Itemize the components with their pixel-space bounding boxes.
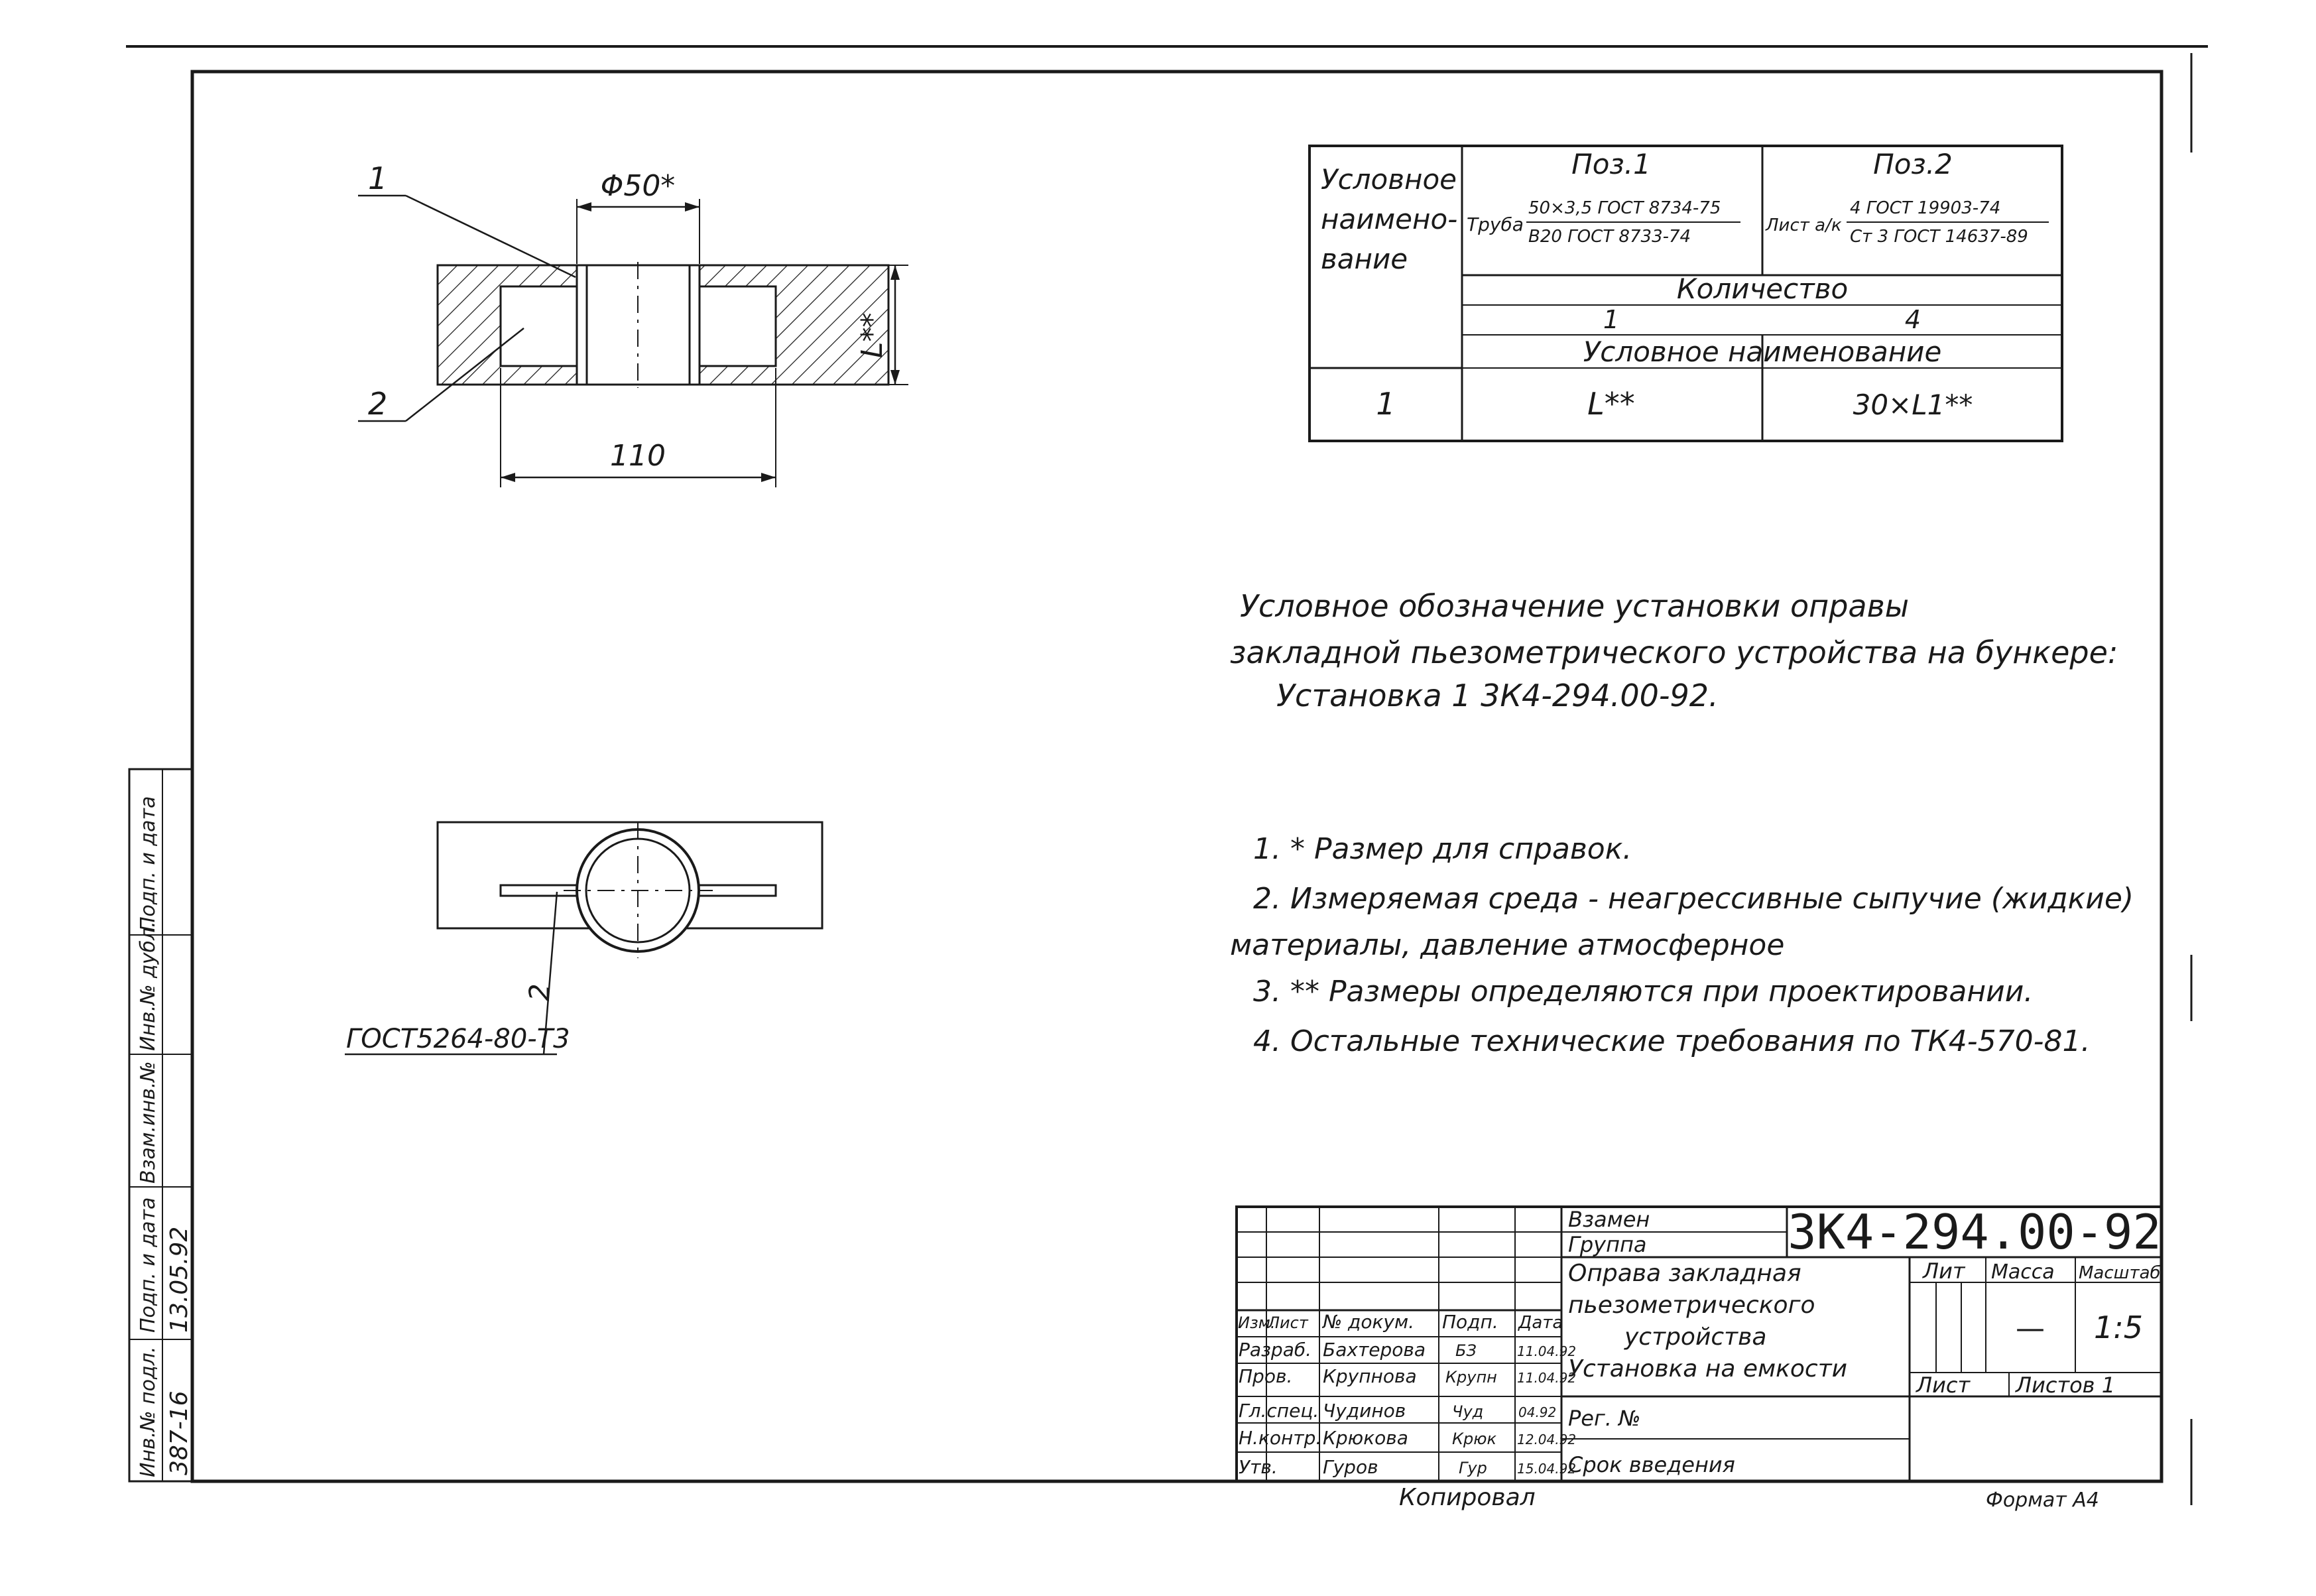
weld-note: ГОСТ5264-80-Т3 <box>346 1024 570 1054</box>
tb-role-2: Гл.спец. <box>1239 1400 1319 1422</box>
tb-col-izm: Изм. <box>1238 1314 1276 1332</box>
spec-table <box>1310 146 2062 441</box>
spec-row-id: 1 <box>1376 386 1396 422</box>
spec-pos1-title: Поз.1 <box>1571 148 1651 180</box>
note-2-cont: материалы, давление атмосферное <box>1230 928 1785 962</box>
title-block <box>1237 1204 2162 1481</box>
dim-width: 110 <box>610 439 666 473</box>
spec-designation-label: Условное наименование <box>1583 336 1942 368</box>
tb-sign-3: Крюк <box>1452 1430 1496 1448</box>
tb-date-0: 11.04.92 <box>1517 1343 1577 1359</box>
side-stamp-label-dup: Инв.№ дубл. <box>137 921 160 1051</box>
dim-diameter: Φ50* <box>600 169 676 203</box>
spec-pos2-title: Поз.2 <box>1873 148 1953 180</box>
tb-role-4: Утв. <box>1239 1456 1278 1478</box>
note-4: 4. Остальные технические требования по ТК4-570-81. <box>1253 1024 2091 1058</box>
section-view <box>358 160 908 487</box>
spec-pos1-prefix: Труба <box>1467 214 1524 235</box>
tb-intro-label: Срок введения <box>1568 1452 1735 1477</box>
technical-notes <box>1230 832 2134 1058</box>
tb-date-4: 15.04.92 <box>1517 1461 1577 1477</box>
side-stamp-label-sign-date: Подп. и дата <box>137 1197 160 1333</box>
side-stamp-date-value: 13.05.92 <box>166 1226 193 1333</box>
callout-1: 1 <box>368 160 388 196</box>
spec-pos2-prefix: Лист а/к <box>1766 215 1842 235</box>
section-cavity-right <box>700 286 776 366</box>
tb-role-1: Пров. <box>1239 1365 1293 1387</box>
tb-sign-0: БЗ <box>1455 1341 1477 1360</box>
tb-name-4: Гуров <box>1323 1456 1378 1478</box>
footer-copied: Копировал <box>1399 1484 1536 1511</box>
dim-height: L** <box>855 312 889 358</box>
designation-line-3: Установка 1 3К4-294.00-92. <box>1276 678 1719 713</box>
side-stamp-label-inv: Инв.№ подл. <box>137 1346 160 1477</box>
designation-line-1: Условное обозначение установки оправы <box>1240 588 1910 624</box>
spec-row-pos1: L** <box>1587 386 1635 422</box>
side-stamp-label-sign-date-2: Подп. и дата <box>137 796 160 932</box>
tb-name-line-3: устройства <box>1624 1323 1767 1351</box>
tb-col-list: Лист <box>1268 1314 1308 1332</box>
tb-scale-value: 1:5 <box>2093 1310 2144 1345</box>
spec-pos2-bottom: Ст 3 ГОСТ 14637-89 <box>1850 227 2028 247</box>
tb-sign-2: Чуд <box>1452 1402 1484 1421</box>
tb-replaces-label: Взамен <box>1568 1207 1650 1232</box>
tb-sign-1: Крупн <box>1445 1368 1497 1386</box>
designation-block <box>1230 588 2118 713</box>
tb-name-line-1: Оправа закладная <box>1568 1260 1801 1287</box>
tb-date-3: 12.04.92 <box>1517 1432 1577 1447</box>
side-stamp <box>129 769 193 1481</box>
note-3: 3. ** Размеры определяются при проектировании. <box>1253 975 2034 1009</box>
side-stamp-label-replaces: Взам.инв.№ <box>137 1061 160 1184</box>
tb-col-scale: Масштаб <box>2079 1263 2161 1283</box>
tb-date-2: 04.92 <box>1518 1404 1557 1420</box>
tb-name-2: Чудинов <box>1323 1400 1406 1422</box>
tb-group-label: Группа <box>1568 1232 1647 1257</box>
tb-col-sign: Подп. <box>1442 1311 1498 1333</box>
note-1: 1. * Размер для справок. <box>1253 832 1632 866</box>
spec-pos2-top: 4 ГОСТ 19903-74 <box>1850 198 2001 218</box>
tb-col-lit: Лит <box>1923 1258 1965 1284</box>
callout-2: 2 <box>368 386 388 422</box>
spec-quantity-label: Количество <box>1676 273 1849 305</box>
tb-sign-4: Гур <box>1459 1459 1487 1477</box>
note-2: 2. Измеряемая среда - неагрессивные сыпучие (жидкие) <box>1253 882 2134 916</box>
tb-date-1: 11.04.92 <box>1517 1370 1577 1386</box>
plan-view <box>345 822 822 1054</box>
tb-col-mass: Масса <box>1991 1260 2055 1284</box>
tb-name-0: Бахтерова <box>1323 1339 1426 1361</box>
tb-name-line-2: пьезометрического <box>1568 1292 1815 1319</box>
tb-sheets-label: Листов 1 <box>2016 1373 2116 1398</box>
tb-sheet-label: Лист <box>1916 1373 1971 1398</box>
spec-row-pos2: 30×L1** <box>1853 389 1973 421</box>
spec-col-header-1: Условное <box>1321 163 1457 196</box>
spec-qty-2: 4 <box>1904 305 1921 334</box>
footer-format: Формат А4 <box>1986 1489 2099 1512</box>
tb-col-doc: № докум. <box>1323 1311 1415 1333</box>
tb-role-3: Н.контр. <box>1239 1427 1322 1449</box>
spec-pos1-top: 50×3,5 ГОСТ 8734-75 <box>1528 198 1721 218</box>
tb-reg-label: Рег. № <box>1568 1406 1641 1431</box>
spec-col-header-3: вание <box>1321 243 1408 275</box>
designation-line-2: закладной пьезометрического устройства на бункере: <box>1230 635 2118 670</box>
spec-qty-1: 1 <box>1603 305 1620 334</box>
tb-name-1: Крупнова <box>1323 1365 1417 1387</box>
tb-col-date: Дата <box>1518 1313 1563 1333</box>
tb-doc-code: 3К4-294.00-92 <box>1788 1204 2162 1260</box>
tb-mass-value: — <box>2016 1312 2045 1345</box>
side-stamp-inv-value: 387-16 <box>166 1390 193 1475</box>
plan-callout-2: 2 <box>523 983 556 1001</box>
tb-name-line-4: Установка на емкости <box>1568 1355 1848 1382</box>
section-cavity-left <box>501 286 577 366</box>
tb-role-0: Разраб. <box>1239 1339 1312 1361</box>
tb-name-3: Крюкова <box>1323 1427 1408 1449</box>
spec-pos1-bottom: В20 ГОСТ 8733-74 <box>1528 227 1691 247</box>
spec-col-header-2: наимено- <box>1321 203 1458 235</box>
